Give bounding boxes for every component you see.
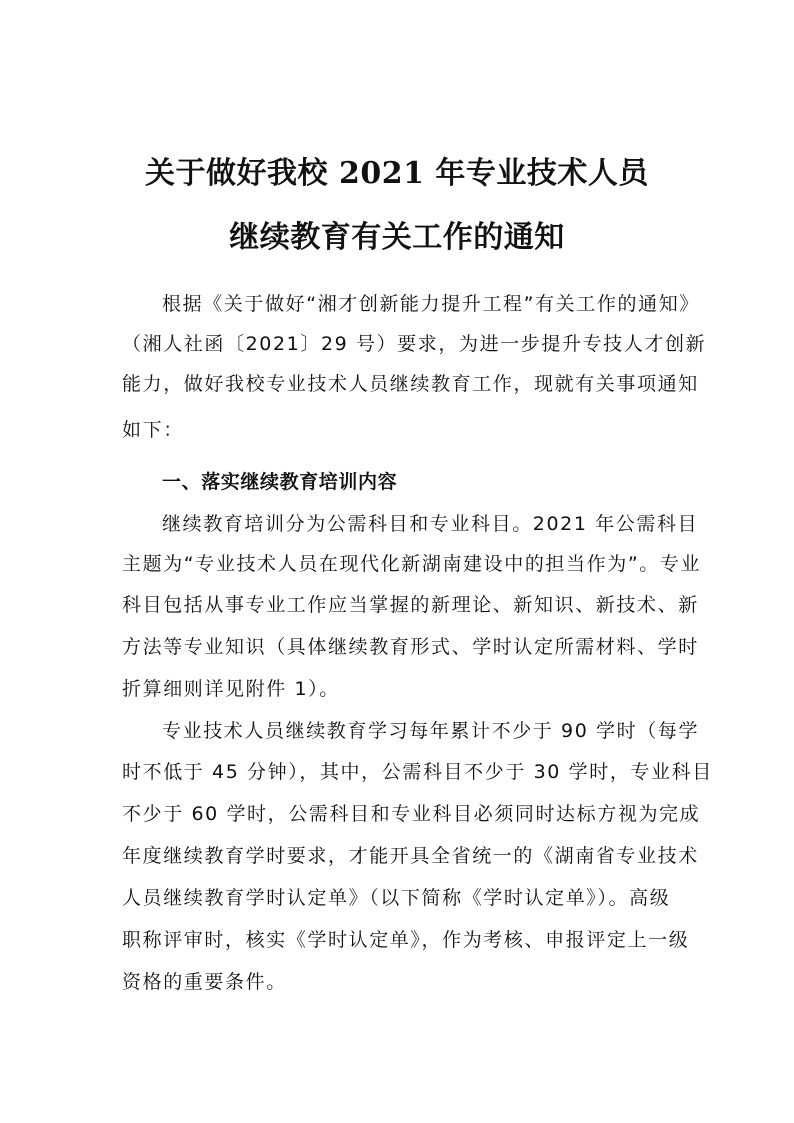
intro-line: 如下： (122, 419, 184, 441)
intro-line: （湘人社函〔2021〕29 号）要求，为进一步提升专技人才创新 (122, 333, 707, 355)
paragraph-line: 职称评审时，核实《学时认定单》，作为考核、申报评定上一级 (122, 929, 690, 951)
paragraph-line: 继续教育培训分为公需科目和专业科目。2021 年公需科目 (162, 513, 699, 535)
paragraph-line: 不少于 60 学时，公需科目和专业科目必须同时达标方视为完成 (122, 803, 701, 825)
paragraph-line: 科目包括从事专业工作应当掌握的新理论、新知识、新技术、新 (122, 594, 699, 616)
paragraph-line: 年度继续教育学时要求，才能开具全省统一的《湖南省专业技术 (122, 845, 699, 867)
paragraph-line: 资格的重要条件。 (122, 971, 287, 993)
paragraph-line: 时不低于 45 分钟），其中，公需科目不少于 30 学时，专业科目 (122, 761, 713, 783)
paragraph-line: 主题为“专业技术人员在现代化新湖南建设中的担当作为”。专业 (122, 553, 702, 575)
document-title-line-2: 继续教育有关工作的通知 (229, 220, 565, 255)
section-heading: 一、落实继续教育培训内容 (162, 471, 398, 493)
paragraph-line: 专业技术人员继续教育学习每年累计不少于 90 学时（每学 (162, 720, 700, 742)
intro-line: 能力，做好我校专业技术人员继续教育工作，现就有关事项通知 (122, 373, 699, 395)
paragraph-line: 方法等专业知识（具体继续教育形式、学时认定所需材料、学时 (122, 636, 699, 658)
intro-line: 根据《关于做好“湘才创新能力提升工程”有关工作的通知》 (162, 293, 700, 315)
paragraph-line: 折算细则详见附件 1）。 (122, 678, 340, 700)
paragraph-line: 人员继续教育学时认定单》（以下简称《学时认定单》）。高级 (122, 887, 671, 909)
document-title-line-1: 关于做好我校 2021 年专业技术人员 (145, 156, 649, 191)
